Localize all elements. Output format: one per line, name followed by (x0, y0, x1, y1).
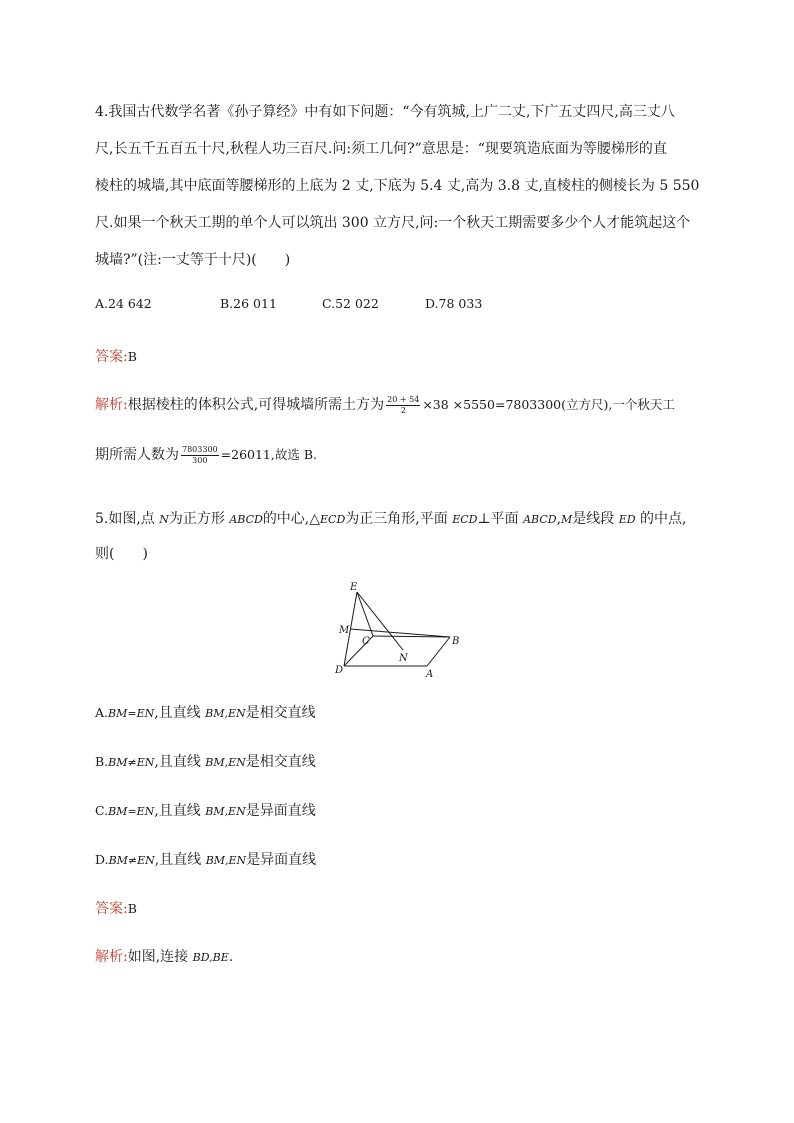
q5-text-e: ⊥平面 (477, 511, 524, 527)
q4-analysis-text-1: 根据棱柱的体积公式,可得城墙所需土方为 (127, 397, 385, 413)
q4-fraction-2 (181, 445, 219, 466)
geometry-figure (330, 580, 470, 680)
q5-option-c (95, 800, 316, 820)
q4-answer-value: B (127, 349, 137, 364)
q5-line-1 (95, 508, 687, 528)
q5-option-d-math: BM≠EN (108, 854, 155, 867)
q5-line-2: 则( ) (95, 546, 148, 562)
figure-label-c: C (362, 636, 370, 647)
figure-label-d: D (335, 665, 344, 676)
q4-fraction-2-denominator: 300 (192, 455, 208, 465)
figure-label-b: B (452, 636, 460, 647)
q5-math-ecd: ECD (320, 513, 346, 526)
q4-analysis-text-4: =26011,故选 B. (220, 447, 317, 462)
figure-lines (344, 592, 450, 666)
q5-option-a-text: ,且直线 (154, 705, 206, 721)
q4-option-b: B.26 011 (220, 296, 277, 311)
q5-text-g: 是线段 (572, 511, 619, 527)
q5-math-ecd-2: ECD (452, 513, 478, 526)
q5-option-c-prefix: C. (95, 803, 109, 818)
q5-text-a: 5.如图,点 (95, 511, 160, 527)
q4-analysis-line-2 (95, 444, 317, 466)
q4-line-1: 4.我国古代数学名著《孙子算经》中有如下问题：“今有筑城,上广二丈,下广五丈四尺,高三丈八 (95, 104, 675, 120)
q5-math-abcd-2: ABCD (523, 513, 557, 526)
q4-answer (95, 346, 137, 366)
q5-option-b-math-2: BM,EN (205, 756, 246, 769)
q4-option-c: C.52 022 (322, 296, 379, 311)
q5-text-h: 的中点, (635, 511, 687, 527)
q5-math-ed: ED (618, 513, 636, 526)
edge-ab (427, 637, 450, 666)
q5-answer-label: 答案: (95, 901, 128, 917)
q5-answer-value: B (127, 901, 137, 916)
q5-analysis-label: 解析: (95, 949, 128, 965)
q5-text-c: 的中心,△ (262, 511, 321, 527)
q5-analysis-end: . (228, 949, 234, 965)
q5-analysis (95, 946, 233, 966)
q4-option-d: D.78 033 (425, 296, 483, 311)
q5-option-a-prefix: A. (95, 705, 109, 720)
q4-fraction-1 (386, 395, 420, 416)
q4-line-5: 城墙?”(注:一丈等于十尺)( ) (95, 252, 291, 268)
q5-answer (95, 898, 137, 918)
figure-label-e: E (350, 582, 358, 593)
q5-text-b: 为正方形 (168, 511, 230, 527)
q4-analysis-line-1 (95, 394, 675, 416)
q5-analysis-math: BD,BE (192, 951, 229, 964)
q5-option-c-text-2: 是异面直线 (245, 803, 316, 819)
q5-option-d (95, 849, 316, 869)
q4-analysis-text-3: 期所需人数为 (95, 447, 179, 463)
q4-fraction-1-denominator: 2 (400, 405, 406, 415)
q5-option-a-text-2: 是相交直线 (245, 705, 316, 721)
figure-label-m: M (339, 625, 350, 636)
q4-line-2: 尺,长五千五百五十尺,秋程人功三百尺.问:须工几何?”意思是：“现要筑造底面为等腰梯形的直 (95, 141, 667, 157)
q5-option-a-math: BM=EN (108, 707, 155, 720)
q5-math-n: N (159, 513, 169, 526)
q4-analysis-label: 解析: (95, 397, 128, 413)
q5-option-c-math-2: BM,EN (205, 805, 246, 818)
q5-option-a (95, 702, 316, 722)
q5-option-c-text: ,且直线 (154, 803, 206, 819)
question-4 (95, 94, 705, 279)
q5-option-b (95, 751, 316, 771)
q5-option-d-text: ,且直线 (154, 852, 206, 868)
q5-option-b-text-2: 是相交直线 (245, 754, 316, 770)
q5-option-d-prefix: D. (95, 852, 109, 867)
q5-option-b-prefix: B. (95, 754, 109, 769)
q5-analysis-text: 如图,连接 (127, 949, 193, 965)
q5-math-m: M (561, 513, 573, 526)
figure-label-a: A (426, 669, 434, 680)
q5-option-d-math-2: BM,EN (205, 854, 247, 867)
q4-option-a: A.24 642 (95, 296, 152, 311)
q4-line-3: 棱柱的城墙,其中底面等腰梯形的上底为 2 丈,下底为 5.4 丈,高为 3.8 丈,直棱柱的侧棱长为 5 550 (95, 178, 700, 194)
q4-options (95, 296, 705, 318)
q5-option-a-math-2: BM,EN (205, 707, 246, 720)
q5-option-c-math: BM=EN (108, 805, 155, 818)
figure-label-n: N (399, 653, 408, 664)
q5-text-d: 为正三角形,平面 (345, 511, 453, 527)
q4-line-4: 尺.如果一个秋天工期的单个人可以筑出 300 立方尺,问:一个秋天工期需要多少个人才能筑起这个 (95, 215, 691, 231)
q5-option-b-text: ,且直线 (154, 754, 206, 770)
q4-answer-label: 答案: (95, 349, 128, 365)
q4-fraction-1-numerator: 20 + 54 (387, 394, 420, 404)
q5-text-f: , (556, 511, 562, 527)
q5-option-b-math: BM≠EN (108, 756, 155, 769)
q5-option-d-text-2: 是异面直线 (246, 852, 317, 868)
q4-fraction-2-numerator: 7803300 (182, 444, 218, 454)
q4-analysis-text-2: ×38 ×5550=7803300(立方尺),一个秋天工 (422, 397, 675, 412)
q5-math-abcd: ABCD (229, 513, 263, 526)
